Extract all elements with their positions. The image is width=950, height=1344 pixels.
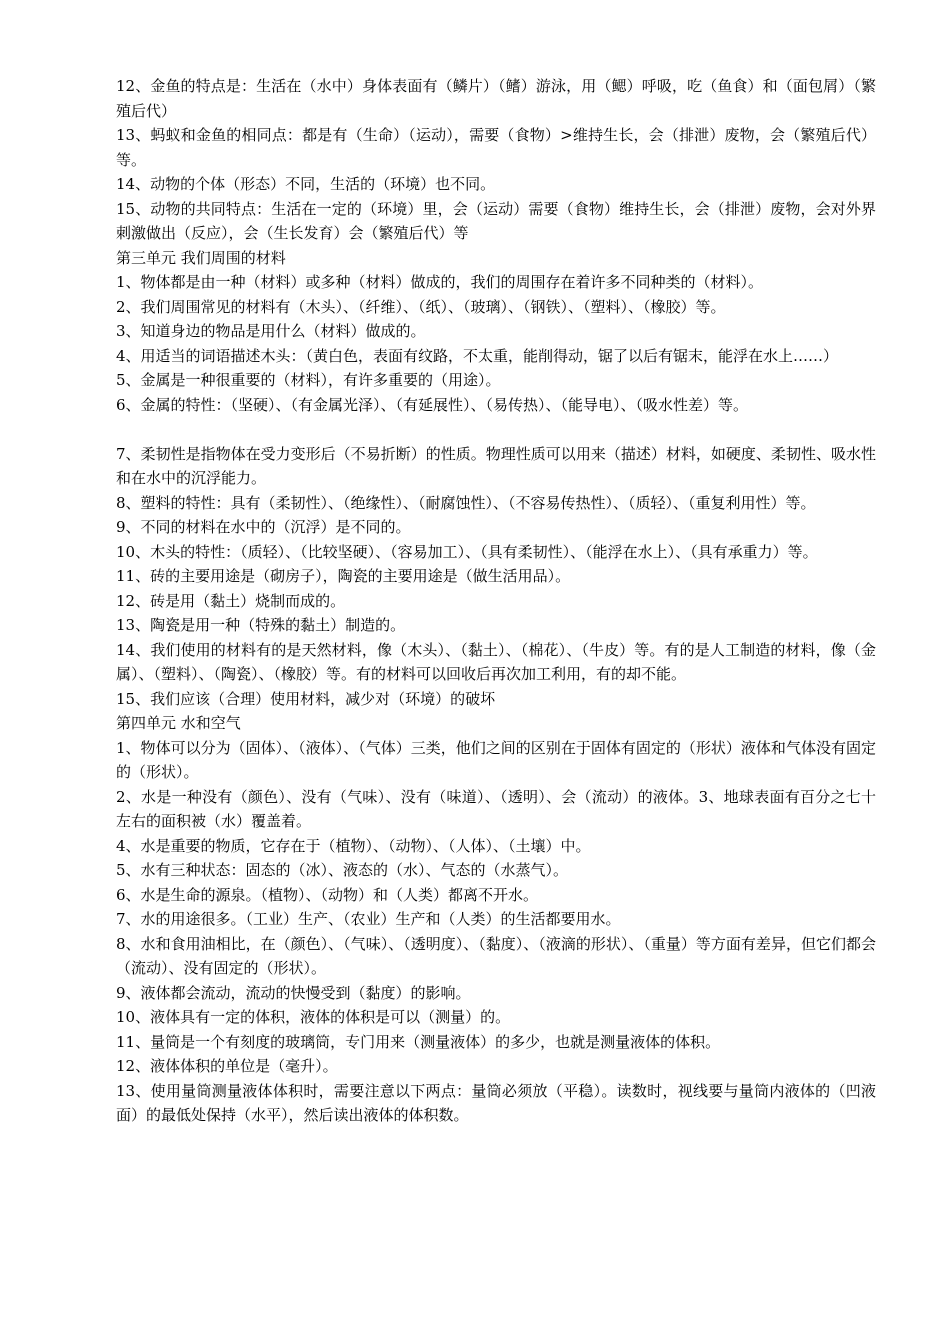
document-page	[116, 74, 876, 1128]
text-paragraph: 5、金属是一种很重要的（材料），有许多重要的（用途）。	[116, 371, 501, 389]
section-heading: 第三单元 我们周围的材料	[116, 248, 286, 267]
text-paragraph: 5、水有三种状态：固态的（冰）、液态的（水）、气态的（水蒸气）。	[116, 861, 569, 879]
text-paragraph: 11、砖的主要用途是（砌房子），陶瓷的主要用途是（做生活用品）。	[116, 567, 571, 585]
text-paragraph: 8、塑料的特性：具有（柔韧性）、（绝缘性）、（耐腐蚀性）、（不容易传热性）、（质轻）、（重复利用性）等。	[116, 493, 816, 512]
text-paragraph: 8、水和食用油相比，在（颜色）、（气味）、（透明度）、（黏度）、（液滴的形状）、（重量）等方面有差异，但它们都会（流动）、没有固定的（形状）。	[116, 934, 876, 977]
text-paragraph: 4、用适当的词语描述木头：（黄白色，表面有纹路，不太重，能削得动，锯了以后有锯末，能浮在水上……）	[116, 346, 839, 365]
text-paragraph: 9、不同的材料在水中的（沉浮）是不同的。	[116, 518, 411, 536]
text-paragraph: 12、液体体积的单位是（毫升）。	[116, 1057, 338, 1075]
blank-line	[116, 417, 876, 442]
text-paragraph: 15、我们应该（合理）使用材料，减少对（环境）的破坏	[116, 689, 496, 708]
text-paragraph: 13、使用量筒测量液体体积时，需要注意以下两点：量筒必须放（平稳）。读数时，视线要与量筒内液体的（凹液面）的最低处保持（水平），然后读出液体的体积数。	[116, 1081, 876, 1124]
text-paragraph: 15、动物的共同特点：生活在一定的（环境）里，会（运动）需要（食物）维持生长，会（排泄）废物，会对外界刺激做出（反应），会（生长发育）会（繁殖后代）等	[116, 199, 876, 242]
text-paragraph: 2、水是一种没有（颜色）、没有（气味）、没有（味道）、（透明）、会（流动）的液体。3、地球表面有百分之七十左右的面积被（水）覆盖着。	[116, 787, 876, 830]
text-paragraph: 11、量筒是一个有刻度的玻璃筒，专门用来（测量液体）的多少，也就是测量液体的体积。	[116, 1032, 721, 1051]
text-paragraph: 7、水的用途很多。（工业）生产、（农业）生产和（人类）的生活都要用水。	[116, 910, 621, 928]
text-paragraph: 3、知道身边的物品是用什么（材料）做成的。	[116, 322, 426, 340]
text-paragraph: 4、水是重要的物质，它存在于（植物）、（动物）、（人体）、（土壤）中。	[116, 836, 591, 855]
text-paragraph: 12、砖是用（黏土）烧制而成的。	[116, 591, 346, 610]
text-paragraph: 2、我们周围常见的材料有（木头）、（纤维）、（纸）、（玻璃）、（钢铁）、（塑料）、（橡胶）等。	[116, 297, 726, 316]
text-paragraph: 10、液体具有一定的体积，液体的体积是可以（测量）的。	[116, 1008, 511, 1026]
text-paragraph: 12、金鱼的特点是：生活在（水中）身体表面有（鳞片）（鳍）游泳，用（鳃）呼吸，吃（鱼食）和（面包屑）（繁殖后代）	[116, 77, 876, 120]
text-paragraph: 6、金属的特性：（坚硬）、（有金属光泽）、（有延展性）、（易传热）、（能导电）、（吸水性差）等。	[116, 395, 749, 414]
text-paragraph: 1、物体都是由一种（材料）或多种（材料）做成的，我们的周围存在着许多不同种类的（材料）。	[116, 273, 764, 291]
text-paragraph: 14、我们使用的材料有的是天然材料，像（木头）、（黏土）、（棉花）、（牛皮）等。有的是人工制造的材料，像（金属）、（塑料）、（陶瓷）、（橡胶）等。有的材料可以回收后再次加工利用，有的却不能。	[116, 640, 876, 683]
text-paragraph: 6、水是生命的源泉。（植物）、（动物）和（人类）都离不开水。	[116, 885, 539, 904]
text-paragraph: 14、动物的个体（形态）不同，生活的（环境）也不同。	[116, 175, 496, 193]
text-paragraph: 13、蚂蚁和金鱼的相同点：都是有（生命）（运动），需要（食物）>维持生长，会（排泄）废物，会（繁殖后代）等。	[116, 126, 876, 169]
text-paragraph: 10、木头的特性：（质轻）、（比较坚硬）、（容易加工）、（具有柔韧性）、（能浮在水上）、（具有承重力）等。	[116, 542, 818, 561]
text-paragraph: 9、液体都会流动，流动的快慢受到（黏度）的影响。	[116, 983, 471, 1002]
text-paragraph: 7、柔韧性是指物体在受力变形后（不易折断）的性质。物理性质可以用来（描述）材料，如硬度、柔韧性、吸水性和在水中的沉浮能力。	[116, 444, 876, 487]
text-paragraph: 1、物体可以分为（固体）、（液体）、（气体）三类，他们之间的区别在于固体有固定的（形状）液体和气体没有固定的（形状）。	[116, 738, 876, 781]
section-heading: 第四单元 水和空气	[116, 714, 241, 732]
text-paragraph: 13、陶瓷是用一种（特殊的黏土）制造的。	[116, 616, 406, 634]
